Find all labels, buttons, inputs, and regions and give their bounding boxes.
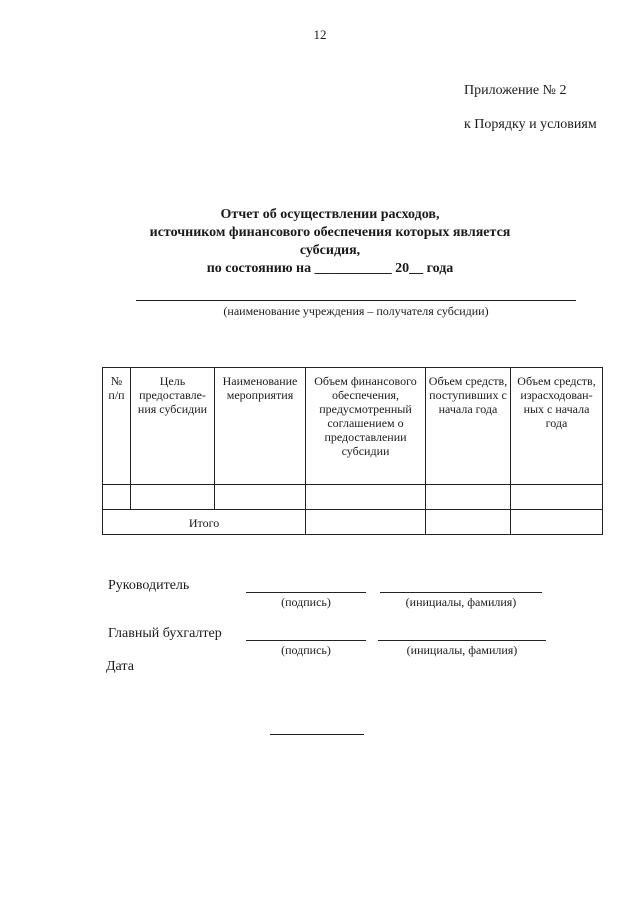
date-label: Дата — [106, 659, 134, 674]
table-cell — [131, 485, 215, 510]
appendix-reference: к Порядку и условиям — [464, 117, 597, 132]
table-cell — [103, 485, 131, 510]
title-line-1: Отчет об осуществлении расходов, — [220, 207, 440, 222]
report-title — [140, 206, 520, 278]
title-line-4: по состоянию на ___________ 20__ года — [206, 261, 454, 276]
table-total-row — [103, 510, 603, 535]
title-line-2: источником финансового обеспечения которых является — [149, 225, 511, 240]
table-cell — [511, 485, 603, 510]
column-header-spent: Объем средств, израсходован- ных с начала года — [511, 368, 603, 485]
page-number: 12 — [313, 27, 327, 42]
column-header-received: Объем средств, поступивших с начала года — [426, 368, 511, 485]
accountant-label: Главный бухгалтер — [108, 626, 222, 641]
appendix-number: Приложение № 2 — [464, 83, 567, 98]
table-header-row — [103, 368, 603, 485]
head-name-line — [380, 592, 542, 593]
date-line — [270, 734, 364, 735]
table-cell — [306, 485, 426, 510]
table-cell — [426, 510, 511, 535]
title-line-3: субсидия, — [299, 243, 361, 258]
accountant-signature-line — [246, 640, 366, 641]
report-table — [102, 367, 603, 535]
table-cell — [215, 485, 306, 510]
table-cell — [426, 485, 511, 510]
table-cell — [306, 510, 426, 535]
column-header-event: Наименование мероприятия — [215, 368, 306, 485]
accountant-signature-caption: (подпись) — [281, 643, 331, 657]
accountant-name-caption: (инициалы, фамилия) — [406, 643, 518, 657]
total-label: Итого — [103, 510, 306, 535]
head-name-caption: (инициалы, фамилия) — [405, 595, 517, 609]
head-label: Руководитель — [108, 578, 190, 593]
organization-name-line — [136, 300, 576, 301]
table-cell — [511, 510, 603, 535]
organization-name-caption: (наименование учреждения – получателя субсидии) — [223, 304, 489, 318]
accountant-name-line — [378, 640, 546, 641]
table-row — [103, 485, 603, 510]
column-header-funding-volume: Объем финансового обеспечения, предусмотренный соглашением о предоставлении субсидии — [306, 368, 426, 485]
column-header-number: № п/п — [103, 368, 131, 485]
head-signature-caption: (подпись) — [281, 595, 331, 609]
column-header-purpose: Цель предоставле- ния субсидии — [131, 368, 215, 485]
head-signature-line — [246, 592, 366, 593]
